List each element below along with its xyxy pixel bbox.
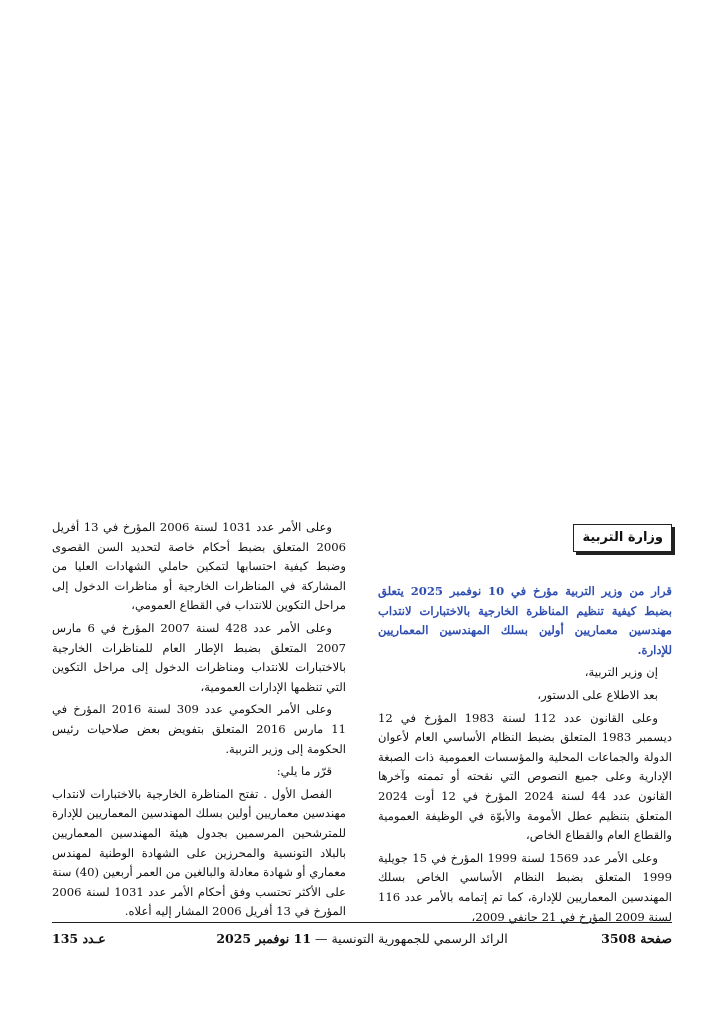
page-number: صفحة 3508 (601, 931, 672, 946)
ministry-heading: وزارة التربية (573, 524, 672, 552)
paragraph: وعلى الأمر الحكومي عدد 309 لسنة 2016 المؤرخ في 11 مارس 2016 المتعلق بتفويض بعض صلاحيات رئيس الحكومة إلى وزير التربية. (52, 702, 346, 756)
paragraph: وعلى الأمر عدد 1031 لسنة 2006 المؤرخ في 13 أفريل 2006 المتعلق بضبط أحكام خاصة لتحديد السن القصوى وضبط كيفية احتسابها لتمكين حاملي الشهادات العليا من المشاركة في المناظرات الخارجية أو مناظرات الدخول إلى مراحل التكوين للانتداب في القطاع العمومي، (52, 520, 346, 613)
paragraph: وعلى الأمر عدد 1569 لسنة 1999 المؤرخ في 15 جويلية 1999 المتعلق بضبط النظام الأساسي الخاص بسلك المهندسين المعماريين للإدارة، كما تم إتمامه بالأمر عدد 116 لسنة 2009 المؤرخ في 21 جانفي 2009، (378, 850, 672, 924)
paragraph: وعلى القانون عدد 112 لسنة 1983 المؤرخ في 12 ديسمبر 1983 المتعلق بضبط النظام الأساسي العام لأعوان الدولة والجماعات المحلية والمؤسسات العمومية ذات الصبغة الإدارية وعلى جميع النصوص التي نقحته أو تممته وآخرها القانون عدد 44 لسنة 2024 المؤرخ في 12 أوت 2024 المتعلق بتنظيم عطل الأمومة والأبوّة في الوظيفة العمومية والقطاع العام والقطاع الخاص، (378, 710, 673, 843)
paragraph: إن وزير التربية، (584, 665, 658, 680)
left-column (52, 518, 346, 925)
page-footer (52, 929, 672, 949)
right-column (378, 518, 672, 930)
journal-name: الرائد الرسمي للجمهورية التونسية (331, 931, 508, 946)
article-1: الفصل الأول . تفتح المناظرة الخارجية بالاختبارات لانتداب مهندسين معماريين أولين بسلك المهندسين المعماريين للإدارة للمترشحين المرسمين بجدول هيئة المهندسين المعماريين بالبلاد التونسية والمحرزين على الشهادة الوطنية لمهندس معماري أو شهادة معادلة والبالغين من العمر أربعين (40) سنة على الأكثر تحتسب وفق أحكام الأمر عدد 1031 لسنة 2006 المؤرخ في 13 أفريل 2006 المشار إليه أعلاه. (52, 786, 346, 919)
footer-divider (52, 922, 672, 923)
journal-title: الرائد الرسمي للجمهورية التونسية — 11 نوفمبر 2025 (216, 931, 508, 946)
decree-title: قرار من وزير التربية مؤرخ في 10 نوفمبر 2025 يتعلق بضبط كيفية تنظيم المناظرة الخارجية بالاختبارات لانتداب مهندسين معماريين أولين بسلك المهندسين المعماريين للإدارة. (378, 584, 672, 657)
journal-date: 11 نوفمبر 2025 (216, 931, 312, 946)
paragraph: بعد الاطلاع على الدستور، (537, 687, 658, 702)
paragraph: وعلى الأمر عدد 428 لسنة 2007 المؤرخ في 6 مارس 2007 المتعلق بضبط الإطار العام للمناظرات الخارجية بالاختبارات للانتداب ومناظرات الدخول إلى مراحل التكوين التي تنظمها الإدارات العمومية، (52, 620, 346, 694)
issue-number: عـدد 135 (52, 931, 106, 946)
decision-heading: قرّر ما يلي: (276, 764, 332, 779)
